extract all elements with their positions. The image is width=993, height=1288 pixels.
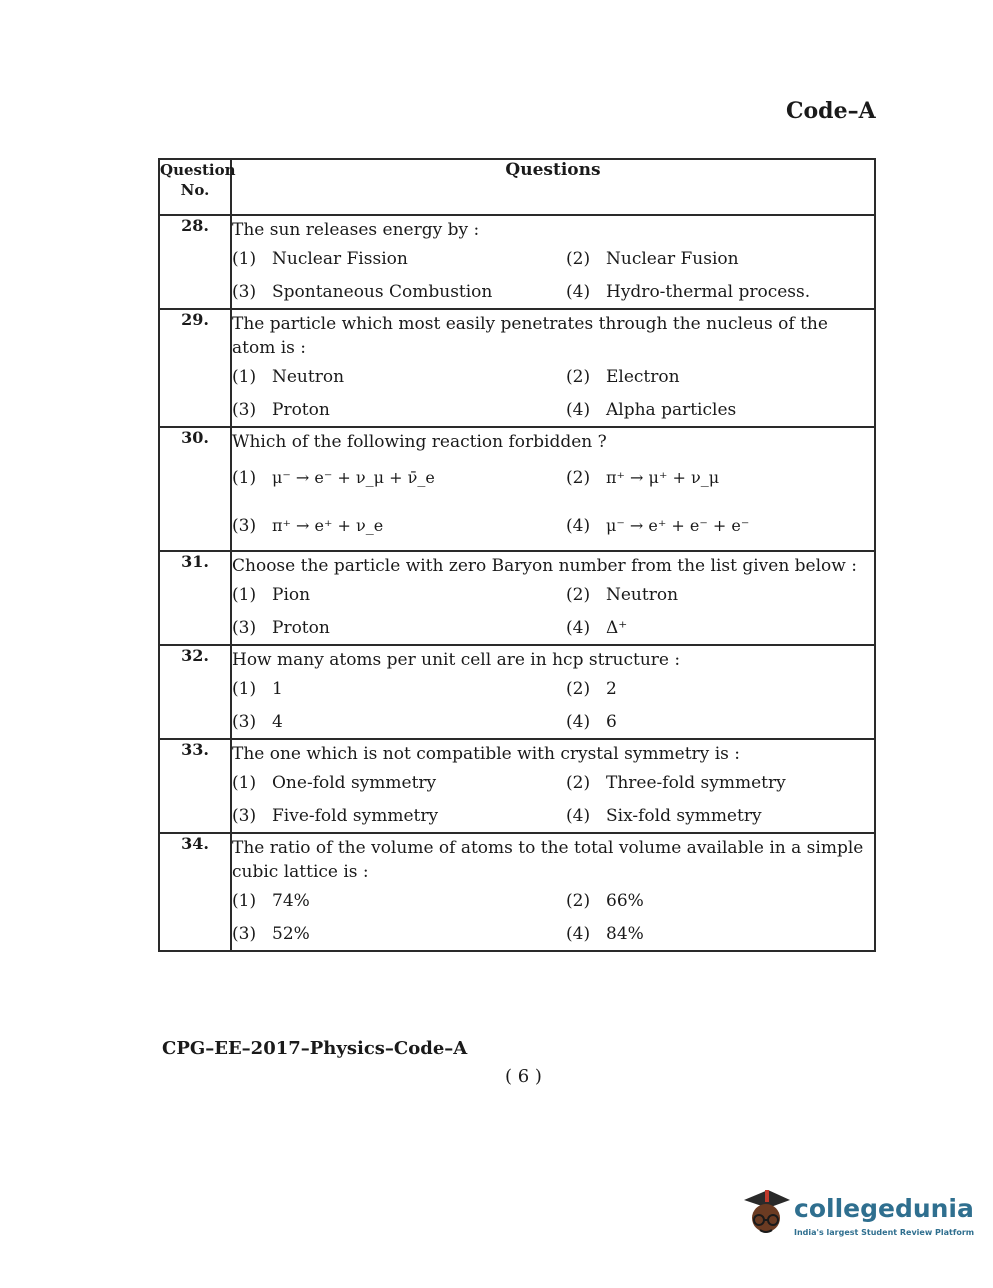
option-text: Alpha particles <box>606 399 737 420</box>
option-text: 1 <box>272 678 283 699</box>
column-header-question-no <box>159 159 236 215</box>
option-number: (2) <box>566 248 591 269</box>
option-number: (1) <box>232 890 257 911</box>
option-number: (4) <box>566 516 591 536</box>
option-number: (3) <box>232 516 257 536</box>
question-number: 28. <box>159 215 231 309</box>
option-number: (3) <box>232 617 257 638</box>
question-number: 33. <box>159 739 231 833</box>
option-text: 52% <box>272 923 310 944</box>
question-text: The ratio of the volume of atoms to the total volume available in a simple cubic lattice is : <box>232 838 864 882</box>
question-number: 29. <box>159 309 231 427</box>
question-row <box>159 739 875 833</box>
question-text: The one which is not compatible with crystal symmetry is : <box>232 744 740 764</box>
column-header-questions: Questions <box>231 159 875 215</box>
brand-logo[interactable] <box>738 1184 975 1244</box>
option-number: (1) <box>232 468 257 488</box>
question-row <box>159 215 875 309</box>
option-number: (4) <box>566 399 591 420</box>
question-number: 32. <box>159 645 231 739</box>
option-text: 2 <box>606 678 617 699</box>
question-text: How many atoms per unit cell are in hcp structure : <box>232 650 681 670</box>
question-row <box>159 645 875 739</box>
option-number: (3) <box>232 399 257 420</box>
option-number: (2) <box>566 584 591 605</box>
option-number: (4) <box>566 923 591 944</box>
option-number: (2) <box>566 366 591 387</box>
option-text: Pion <box>272 584 311 605</box>
code-label: Code–A <box>786 98 876 124</box>
option-text: One-fold symmetry <box>272 772 437 793</box>
option-equation: μ⁻ → e⁺ + e⁻ + e⁻ <box>606 516 750 535</box>
option-text: 74% <box>272 890 310 911</box>
question-row <box>159 427 875 551</box>
option-number: (4) <box>566 711 591 732</box>
option-number: (3) <box>232 281 257 302</box>
option-text: Neutron <box>606 584 679 605</box>
page-number: ( 6 ) <box>505 1066 542 1087</box>
option-text: Three-fold symmetry <box>606 772 786 793</box>
option-number: (2) <box>566 890 591 911</box>
option-number: (2) <box>566 468 591 488</box>
option-text: Hydro-thermal process. <box>606 281 811 302</box>
option-number: (1) <box>232 584 257 605</box>
option-number: (4) <box>566 617 591 638</box>
option-text: 66% <box>606 890 644 911</box>
option-number: (4) <box>566 805 591 826</box>
student-mascot-icon <box>738 1184 792 1244</box>
option-equation: π⁺ → e⁺ + ν_e <box>272 516 384 535</box>
option-text: 6 <box>606 711 617 732</box>
paper-code: CPG–EE–2017–Physics–Code–A <box>162 1038 468 1059</box>
question-number: 31. <box>159 551 231 645</box>
brand-tagline: India's largest Student Review Platform <box>794 1228 975 1237</box>
question-number: 30. <box>159 427 231 551</box>
option-number: (3) <box>232 923 257 944</box>
option-text: Five-fold symmetry <box>272 805 439 826</box>
question-row <box>159 309 875 427</box>
option-text: Six-fold symmetry <box>606 805 762 826</box>
question-row <box>159 551 875 645</box>
question-table <box>158 158 876 952</box>
option-number: (4) <box>566 281 591 302</box>
option-equation: π⁺ → μ⁺ + ν_μ <box>606 468 720 487</box>
option-text: Electron <box>606 366 680 387</box>
brand-name: collegedunia <box>794 1194 974 1223</box>
option-number: (1) <box>232 772 257 793</box>
option-text: Nuclear Fission <box>272 248 408 269</box>
option-number: (1) <box>232 248 257 269</box>
option-text: Δ⁺ <box>606 617 628 638</box>
option-number: (3) <box>232 805 257 826</box>
option-number: (2) <box>566 678 591 699</box>
option-text: 84% <box>606 923 644 944</box>
question-text: The sun releases energy by : <box>232 220 480 240</box>
option-number: (1) <box>232 678 257 699</box>
question-text: Choose the particle with zero Baryon number from the list given below : <box>232 556 857 576</box>
option-text: Nuclear Fusion <box>606 248 739 269</box>
question-row <box>159 833 875 951</box>
option-number: (2) <box>566 772 591 793</box>
option-text: Spontaneous Combustion <box>272 281 493 302</box>
option-text: 4 <box>272 711 283 732</box>
option-number: (3) <box>232 711 257 732</box>
column-header-question-no-text: Question No. <box>160 161 236 199</box>
question-text: The particle which most easily penetrates through the nucleus of the atom is : <box>232 314 828 358</box>
question-number: 34. <box>159 833 231 951</box>
option-text: Neutron <box>272 366 345 387</box>
option-text: Proton <box>272 399 330 420</box>
option-number: (1) <box>232 366 257 387</box>
option-text: Proton <box>272 617 330 638</box>
question-text: Which of the following reaction forbidden ? <box>232 432 607 452</box>
option-equation: μ⁻ → e⁻ + ν_μ + ν̄_e <box>272 468 435 487</box>
